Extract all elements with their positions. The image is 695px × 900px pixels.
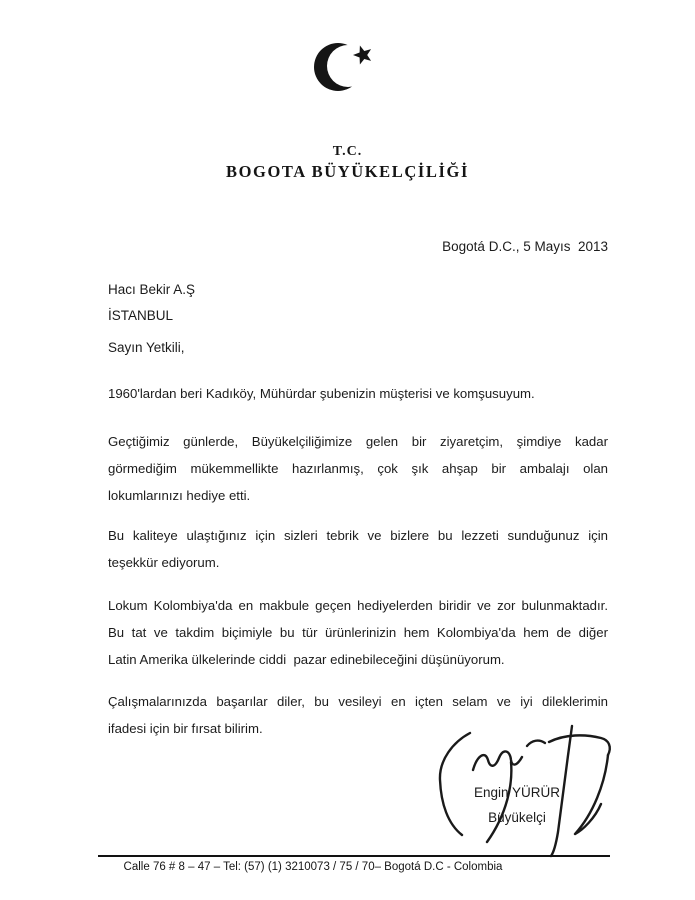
recipient-block (108, 277, 195, 329)
body-line: Bu kaliteye ulaştığınız için sizleri tebrik ve bizlere bu lezzeti sunduğunuz için (108, 528, 608, 543)
letterhead-org-name: BOGOTA BÜYÜKELÇİLİĞİ (225, 162, 470, 181)
recipient-company: Hacı Bekir A.Ş (108, 282, 196, 297)
body-line: ifadesi için bir fırsat bilirim. (108, 721, 263, 736)
signature-block (428, 780, 606, 830)
body-line: teşekkür ediyorum. (108, 555, 220, 570)
date-line: Bogotá D.C., 5 Mayıs 2013 (442, 239, 608, 254)
body-line: görmediğim mükemmellikte hazırlanmış, çok şık ahşap bir ambalajı olan (108, 461, 608, 476)
recipient-city: İSTANBUL (108, 308, 174, 323)
salutation: Sayın Yetkili, (108, 340, 185, 355)
body-paragraph-4 (108, 592, 608, 673)
body-line: 1960'lardan beri Kadıköy, Mühürdar şubenizin müşterisi ve komşusuyum. (108, 386, 535, 401)
body-line: lokumlarınızı hediye etti. (108, 488, 251, 503)
signature-name: Engin YÜRÜR (473, 785, 561, 800)
body-paragraph-2 (108, 428, 608, 509)
body-line: Lokum Kolombiya'da en makbule geçen hediyelerden biridir ve zor bulunmaktadır. (108, 598, 608, 613)
signature-title: Büyükelçi (488, 810, 546, 825)
body-line: Geçtiğimiz günlerde, Büyükelçiliğimize gelen bir ziyaretçim, şimdiye kadar (108, 434, 608, 449)
body-paragraph-1 (108, 380, 608, 407)
footer-address: Calle 76 # 8 – 47 – Tel: (57) (1) 3210073 / 75 / 70– Bogotá D.C - Colombia (123, 861, 503, 873)
body-line: Bu tat ve takdim biçimiyle bu tür ürünlerinizin hem Kolombiya'da hem de diğer (108, 625, 608, 640)
body-paragraph-3 (108, 522, 608, 576)
letterhead-org-abbr: T.C. (332, 144, 363, 159)
crescent-star-emblem (312, 40, 376, 94)
body-line: Çalışmalarınızda başarılar diler, bu vesileyi en içten selam ve iyi dileklerimin (108, 694, 608, 709)
footer-rule (98, 855, 610, 857)
body-line: Latin Amerika ülkelerinde ciddi pazar edinebileceğini düşünüyorum. (108, 652, 505, 667)
